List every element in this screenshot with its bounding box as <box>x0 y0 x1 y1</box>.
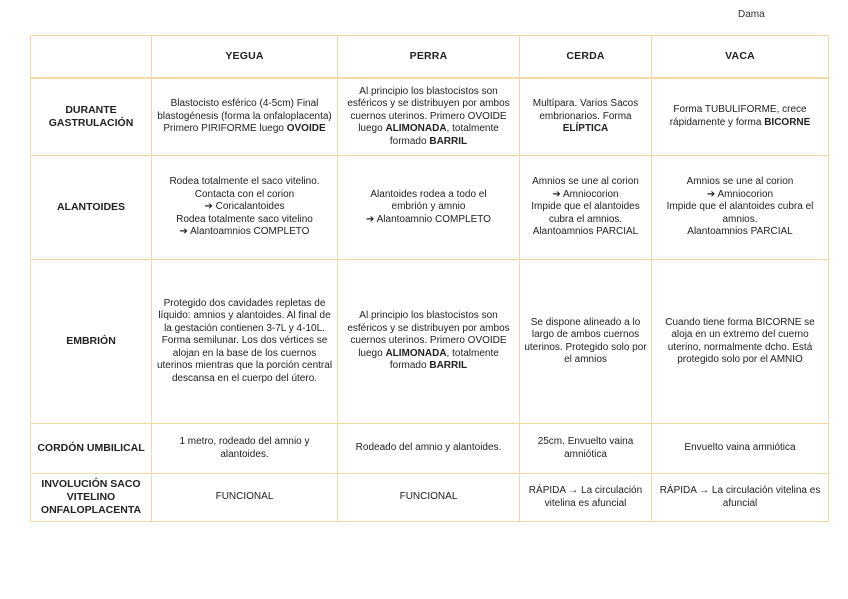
cell-alantoides-cerda: Amnios se une al corion ➔ Amniocorion Impide que el alantoides cubra el amnios. Alantoamnios PARCIAL <box>520 156 652 260</box>
table-row <box>31 474 829 522</box>
cell-alantoides-perra: Alantoides rodea a todo el embrión y amnio ➔ Alantoamnio COMPLETO <box>338 156 520 260</box>
cell-embrion-yegua: Protegido dos cavidades repletas de líquido: amnios y alantoides. Al final de la gestación contienen 3-7L y 4-10L. Forma semilunar. Los dos vértices se alojan en la base de los cuernos uterinos mientras que la porción central descansa en el cuerpo del útero. <box>152 260 338 424</box>
cell-alantoides-vaca: Amnios se une al corion ➔ Amniocorion Impide que el alantoides cubra el amnios. Alantoamnios PARCIAL <box>652 156 829 260</box>
row-header-alantoides: ALANTOIDES <box>31 156 152 260</box>
cell-involucion-cerda: RÁPIDA → La circulación vitelina es afuncial <box>520 474 652 522</box>
cell-involucion-vaca: RÁPIDA → La circulación vitelina es afuncial <box>652 474 829 522</box>
cell-cordon-cerda: 25cm. Envuelto vaina amniótica <box>520 424 652 474</box>
cell-cordon-yegua: 1 metro, rodeado del amnio y alantoides. <box>152 424 338 474</box>
comparison-table <box>30 35 829 522</box>
column-header-cerda: CERDA <box>520 36 652 78</box>
row-header-gastrulacion: DURANTE GASTRULACIÓN <box>31 78 152 156</box>
cell-embrion-vaca: Cuando tiene forma BICORNE se aloja en un extremo del cuerno uterino, normalmente dcho. Está protegido solo por el AMNIO <box>652 260 829 424</box>
row-header-cordon-umbilical: CORDÓN UMBILICAL <box>31 424 152 474</box>
cell-involucion-yegua: FUNCIONAL <box>152 474 338 522</box>
cell-gastrulacion-cerda: Multípara. Varios Sacos embrionarios. Forma ELÍPTICA <box>520 78 652 156</box>
row-header-involucion: INVOLUCIÓN SACO VITELINO ONFALOPLACENTA <box>31 474 152 522</box>
corner-cell <box>31 36 152 78</box>
table-row <box>31 156 829 260</box>
table-header-row <box>31 36 829 78</box>
cell-embrion-perra: Al principio los blastocistos son esféricos y se distribuyen por ambos cuernos uterinos. Primero OVOIDE luego ALIMONADA, totalmente formado BARRIL <box>338 260 520 424</box>
cell-gastrulacion-yegua: Blastocisto esférico (4-5cm) Final blastogénesis (forma la onfaloplacenta) Primero PIRIFORME luego OVOIDE <box>152 78 338 156</box>
cell-alantoides-yegua: Rodea totalmente el saco vitelino. Contacta con el corion ➔ Coricalantoides Rodea totalmente saco vitelino ➔ Alantoamnios COMPLETO <box>152 156 338 260</box>
cell-cordon-vaca: Envuelto vaina amniótica <box>652 424 829 474</box>
cell-involucion-perra: FUNCIONAL <box>338 474 520 522</box>
table-row <box>31 78 829 156</box>
cell-gastrulacion-vaca: Forma TUBULIFORME, crece rápidamente y forma BICORNE <box>652 78 829 156</box>
column-header-yegua: YEGUA <box>152 36 338 78</box>
cell-embrion-cerda: Se dispone alineado a lo largo de ambos cuernos uterinos. Protegido solo por el amnios <box>520 260 652 424</box>
column-header-perra: PERRA <box>338 36 520 78</box>
cell-cordon-perra: Rodeado del amnio y alantoides. <box>338 424 520 474</box>
document-header-tag: Dama <box>738 9 765 20</box>
row-header-embrion: EMBRIÓN <box>31 260 152 424</box>
table-row <box>31 260 829 424</box>
cell-gastrulacion-perra: Al principio los blastocistos son esféricos y se distribuyen por ambos cuernos uterinos. Primero OVOIDE luego ALIMONADA, totalmente formado BARRIL <box>338 78 520 156</box>
table-row <box>31 424 829 474</box>
column-header-vaca: VACA <box>652 36 829 78</box>
